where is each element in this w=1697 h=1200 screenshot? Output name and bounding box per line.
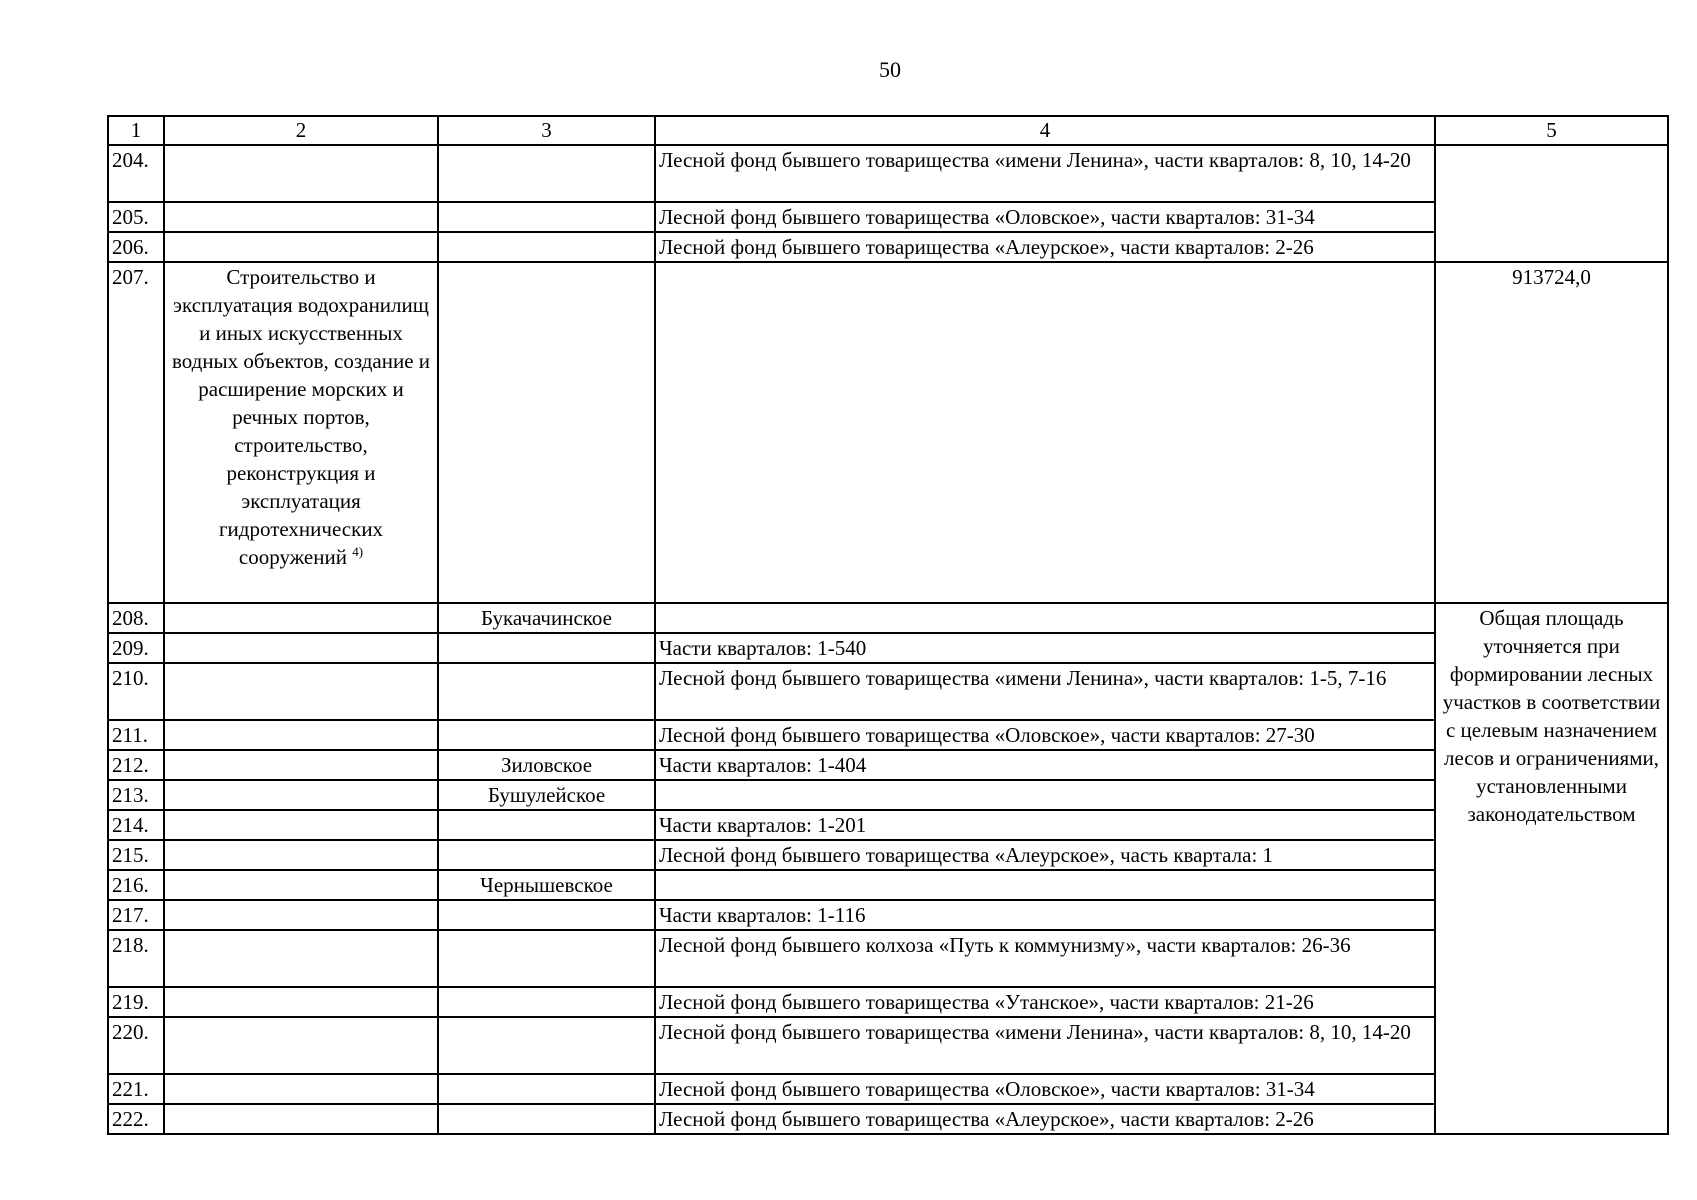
purpose-cell	[164, 262, 438, 603]
forestry-cell: Зиловское	[438, 750, 655, 780]
location-cell: Лесной фонд бывшего товарищества «Алеурское», часть квартала: 1	[655, 840, 1435, 870]
forestry-cell	[438, 262, 655, 603]
forestry-cell	[438, 145, 655, 202]
area-value: 913724,0	[1435, 262, 1668, 603]
row-number: 208.	[108, 603, 164, 633]
purpose-cell	[164, 603, 438, 633]
column-header-1: 1	[108, 116, 164, 145]
purpose-cell	[164, 930, 438, 987]
purpose-cell	[164, 750, 438, 780]
location-cell: Лесной фонд бывшего товарищества «имени Ленина», части кварталов: 1-5, 7-16	[655, 663, 1435, 720]
location-cell: Лесной фонд бывшего товарищества «Алеурское», части кварталов: 2-26	[655, 1104, 1435, 1134]
forestry-cell	[438, 202, 655, 232]
table-row	[108, 232, 1668, 262]
table-row	[108, 810, 1668, 840]
purpose-text: Строительство и эксплуатация водохранилищ и иных искусственных водных объектов, создание и расширение морских и речных портов, строительство, реконструкция и эксплуатация гидротехнических сооружений	[171, 265, 431, 569]
purpose-cell	[164, 840, 438, 870]
forestry-cell	[438, 720, 655, 750]
table-row	[108, 1104, 1668, 1134]
column-header-2: 2	[164, 116, 438, 145]
forestry-cell: Букачачинское	[438, 603, 655, 633]
table-row	[108, 930, 1668, 987]
table-header-row	[108, 116, 1668, 145]
location-cell: Части кварталов: 1-540	[655, 633, 1435, 663]
forestry-cell	[438, 810, 655, 840]
row-number: 210.	[108, 663, 164, 720]
forestry-cell	[438, 633, 655, 663]
forestry-cell	[438, 1104, 655, 1134]
location-cell: Лесной фонд бывшего товарищества «имени Ленина», части кварталов: 8, 10, 14-20	[655, 145, 1435, 202]
location-cell	[655, 780, 1435, 810]
table-row	[108, 870, 1668, 900]
row-number: 209.	[108, 633, 164, 663]
table-row	[108, 262, 1668, 603]
table-row	[108, 663, 1668, 720]
purpose-cell	[164, 202, 438, 232]
table-row	[108, 900, 1668, 930]
row-number: 211.	[108, 720, 164, 750]
forestry-cell	[438, 1074, 655, 1104]
purpose-cell	[164, 780, 438, 810]
purpose-cell	[164, 1017, 438, 1074]
row-number: 205.	[108, 202, 164, 232]
purpose-cell	[164, 633, 438, 663]
row-number: 207.	[108, 262, 164, 603]
location-cell: Части кварталов: 1-404	[655, 750, 1435, 780]
location-cell	[655, 870, 1435, 900]
purpose-cell	[164, 900, 438, 930]
location-cell: Лесной фонд бывшего товарищества «Оловское», части кварталов: 31-34	[655, 202, 1435, 232]
area-note: Общая площадь уточняется при формировании лесных участков в соответствии с целевым назначением лесов и ограничениями, установленными законодательством	[1435, 603, 1668, 1134]
row-number: 218.	[108, 930, 164, 987]
purpose-cell	[164, 870, 438, 900]
table-row	[108, 1017, 1668, 1074]
row-number: 212.	[108, 750, 164, 780]
location-cell	[655, 262, 1435, 603]
location-cell: Части кварталов: 1-116	[655, 900, 1435, 930]
page-number: 50	[879, 57, 901, 82]
row-number: 220.	[108, 1017, 164, 1074]
location-cell: Лесной фонд бывшего товарищества «Утанское», части кварталов: 21-26	[655, 987, 1435, 1017]
forestry-cell	[438, 987, 655, 1017]
location-cell	[655, 603, 1435, 633]
row-number: 216.	[108, 870, 164, 900]
row-number: 214.	[108, 810, 164, 840]
table-row	[108, 780, 1668, 810]
table-row	[108, 987, 1668, 1017]
column-header-4: 4	[655, 116, 1435, 145]
location-cell: Лесной фонд бывшего товарищества «имени Ленина», части кварталов: 8, 10, 14-20	[655, 1017, 1435, 1074]
column-header-3: 3	[438, 116, 655, 145]
column-header-5: 5	[1435, 116, 1668, 145]
purpose-cell	[164, 987, 438, 1017]
forestry-cell	[438, 232, 655, 262]
forestry-cell	[438, 1017, 655, 1074]
table-row	[108, 633, 1668, 663]
row-number: 217.	[108, 900, 164, 930]
purpose-cell	[164, 232, 438, 262]
forestry-cell	[438, 840, 655, 870]
row-number: 206.	[108, 232, 164, 262]
area-cell	[1435, 145, 1668, 262]
forestry-cell	[438, 663, 655, 720]
purpose-cell	[164, 145, 438, 202]
location-cell: Лесной фонд бывшего товарищества «Алеурское», части кварталов: 2-26	[655, 232, 1435, 262]
forestry-cell: Чернышевское	[438, 870, 655, 900]
purpose-cell	[164, 1104, 438, 1134]
table-row	[108, 750, 1668, 780]
purpose-cell	[164, 810, 438, 840]
row-number: 213.	[108, 780, 164, 810]
location-cell: Части кварталов: 1-201	[655, 810, 1435, 840]
table-row	[108, 202, 1668, 232]
table-row	[108, 145, 1668, 202]
table-row	[108, 720, 1668, 750]
location-cell: Лесной фонд бывшего колхоза «Путь к коммунизму», части кварталов: 26-36	[655, 930, 1435, 987]
row-number: 204.	[108, 145, 164, 202]
forestry-cell	[438, 900, 655, 930]
forestry-cell	[438, 930, 655, 987]
location-cell: Лесной фонд бывшего товарищества «Оловское», части кварталов: 31-34	[655, 1074, 1435, 1104]
row-number: 219.	[108, 987, 164, 1017]
row-number: 215.	[108, 840, 164, 870]
location-cell: Лесной фонд бывшего товарищества «Оловское», части кварталов: 27-30	[655, 720, 1435, 750]
row-number: 221.	[108, 1074, 164, 1104]
footnote-marker: 4)	[352, 544, 364, 559]
purpose-cell	[164, 1074, 438, 1104]
purpose-cell	[164, 663, 438, 720]
row-number: 222.	[108, 1104, 164, 1134]
purpose-cell	[164, 720, 438, 750]
table-row	[108, 840, 1668, 870]
forest-areas-table	[107, 115, 1669, 1135]
table-row	[108, 1074, 1668, 1104]
forestry-cell: Бушулейское	[438, 780, 655, 810]
table-row	[108, 603, 1668, 633]
